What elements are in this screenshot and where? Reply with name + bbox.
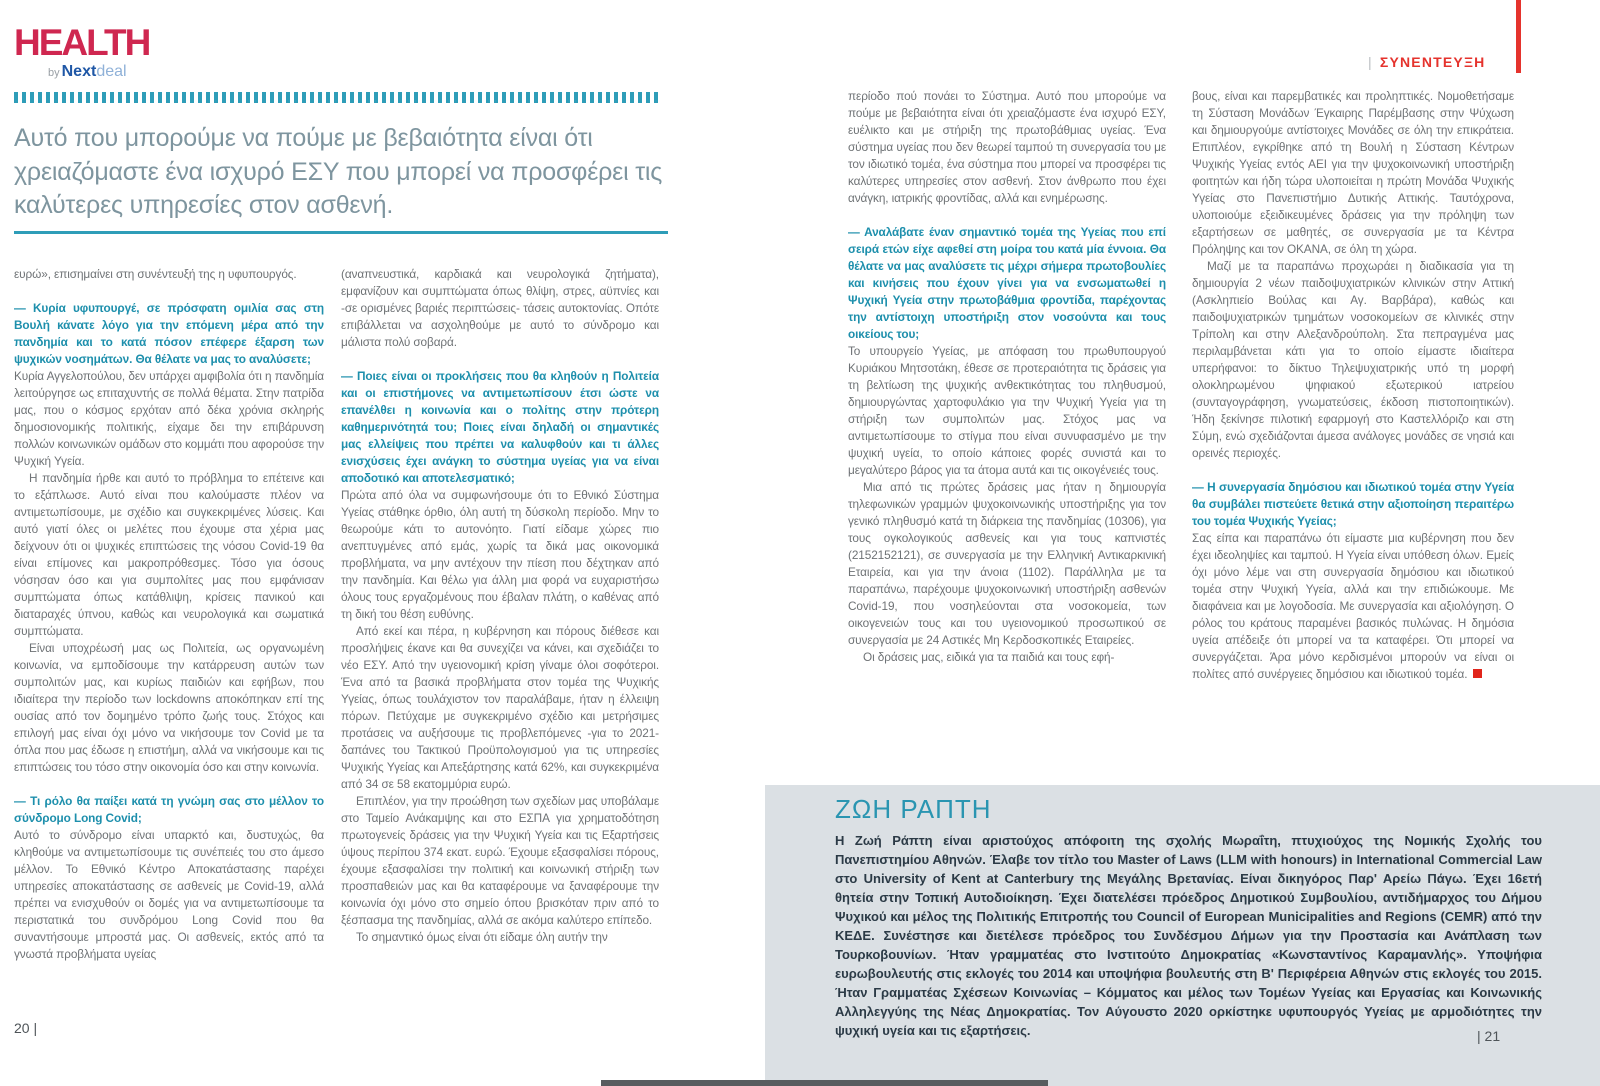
interview-answer-paragraph: Σας είπα και παραπάνω ότι είμαστε μια κυβέρνηση που δεν έχει ιδεοληψίες και ταμπού. Η Υγεία είναι υπόθεση όλων. Εμείς όχι μόνο λέμε ναι στη συνεργασία δημόσιου και ιδιωτικού τομέα στην Ψυχική Υγεία, αλλά και την επιδιώκουμε. Με διαφάνεια και με λογοδοσία. Με συνεργασία και αξιολόγηση. Ο ρόλος του κράτους παραμένει βασικός πυλώνας. Η δημόσια υγεία απέδειξε ότι μπορεί να τα καταφέρει. Ότι μπορεί να συνεργάζεται. Άρα μόνο κερδισμένοι μπορούν να είναι οι πολίτες από συνέργειες δημόσιου και ιδιωτικού τομέα. bbox=[1192, 531, 1514, 681]
section-label bbox=[1368, 54, 1486, 70]
interview-answer-paragraph: ευρώ», επισημαίνει στη συνέντευξή της η υφυπουργός. bbox=[14, 267, 297, 281]
interview-answer-paragraph: Μαζί με τα παραπάνω προχωράει η διαδικασία για τη δημιουργία 2 νέων παιδοψυχιατρικών κλινικών στην Αττική (Ασκληπιείο Βούλας και Αγ. Βαρβάρα), καθώς και παιδοψυχιατρικών τμημάτων νοσοκομείων σε κλινικές στην Τρίπολη και στην Αλεξανδρούπολη. Στα πεπραγμένα μας περιλαμβάνεται κάτι για το οποίο είμαστε ιδιαίτερα υπερήφανοι: το δίκτυο Τηλεψυχιατρικής υπό τη μορφή ολοκληρωμένου ψηφιακού εξωτερικού ιατρείου (συνταγογράφηση, γνωματεύσεις, έκδοση πιστοποιητικών). Ήδη ξεκίνησε πιλοτική εφαρμογή στο Καστελλόριζο και στη Σύμη, ενώ σχεδιάζονται άμεσα ανάλογες μονάδες σε νησιά και ορεινές περιοχές. bbox=[1192, 259, 1514, 460]
brand-logo-byline bbox=[14, 63, 149, 81]
interview-answer-paragraph: (αναπνευστικά, καρδιακά και νευρολογικά ζητήματα), εμφανίζουν και συμπτώματα όπως θλίψη, στρες, αϋπνίες και -σε ορισμένες βαριές περιπτώσεις- τάσεις αυτοκτονίας. Οπότε επιβάλλεται να ασχοληθούμε με αυτό το σύνδρομο και μάλιστα πολύ σοβαρά. bbox=[341, 267, 659, 349]
brand-logo-health: HEALTH bbox=[14, 22, 150, 63]
page-number-left: 20 | bbox=[14, 1020, 38, 1036]
pull-quote-headline: Αυτό που μπορούμε να πούμε με βεβαιότητα είναι ότι χρειαζόμαστε ένα ισχυρό ΕΣΥ που μπορεί να προσφέρει τις καλύτερες υπηρεσίες στον ασθενή. bbox=[14, 124, 663, 219]
interview-answer-paragraph: Από εκεί και πέρα, η κυβέρνηση και πόρους διέθεσε και προσλήψεις έκανε και θα συνεχίζει να κάνει, και σχεδιάζει το νέο ΕΣΥ. Από την υγειονομική κρίση γίναμε όλοι σοφότεροι. Ένα από τα βασικά προβλήματα στον τομέα της Ψυχικής Υγείας, όπως τουλάχιστον τον παραλάβαμε, ήταν η έλλειψη πόρων. Πετύχαμε με συγκεκριμένο σχέδιο και μετρήσιμες προτάσεις να αυξήσουμε τις προβλεπόμενες -για το 2021- δαπάνες του Τακτικού Προϋπολογισμού για τις υπηρεσίες Ψυχικής Υγείας και Απεξάρτησης κατά 62%, και συγκεκριμένα από 34 σε 58 εκατομμύρια ευρώ. bbox=[341, 624, 659, 791]
bio-name: ΖΩΗ ΡΑΠΤΗ bbox=[835, 794, 992, 824]
interview-answer-paragraph: Οι δράσεις μας, ειδικά για τα παιδιά και τους εφή- bbox=[863, 650, 1115, 664]
brand-logo bbox=[14, 24, 149, 81]
interview-question: — Αναλάβατε έναν σημαντικό τομέα της Υγείας που επί σειρά ετών είχε αφεθεί στη μοίρα του κατά μία έννοια. Θα θέλατε να μας αναλύσετε τις μέχρι σήμερα πρωτοβουλίες και κινήσεις που έχουν γίνει για να ενσωματωθεί η Ψυχική Υγεία στην πρωτοβάθμια φροντίδα, παρέχοντας την αντίστοιχη υποστήριξη στον νοσούντα και τους οικείους του; bbox=[848, 225, 1166, 341]
brand-by-label: by bbox=[48, 67, 60, 79]
interview-answer-paragraph: Είναι υποχρέωσή μας ως Πολιτεία, ως οργανωμένη κοινωνία, να εμποδίσουμε την κατάρρευση αυτών των συμπολιτών μας, και κυρίως παιδιών και εφήβων, που ιδιαίτερα την περίοδο των lockdowns αποκόπηκαν επί της ουσίας από τον δομημένο τρόπο ζωής τους. Στόχος και επιλογή μας είναι όχι μόνο να νικήσουμε τον Covid με τα όπλα που μας έδωσε η επιστήμη, αλλά να νικήσουμε και τις επιπτώσεις του τόσο στην οικονομία όσο και στην κοινωνία. bbox=[14, 641, 324, 774]
interview-answer-paragraph: Μια από τις πρώτες δράσεις μας ήταν η δημιουργία τηλεφωνικών γραμμών ψυχοκοινωνικής υποστήριξης για τον γενικό πληθυσμό κατά τη διάρκεια της πανδημίας (10306), για τους ογκολογικούς ασθενείς και για τους καπνιστές (2152152121), σε συνεργασία με την Ελληνική Αντικαρκινική Εταιρεία, και για την άνοια (1102). Παράλληλα με τα παραπάνω, παρέχουμε ψυχοκοινωνική υποστήριξη ασθενών Covid-19, που νοσηλεύονται στα νοσοκομεία, των οικογενειών τους και του υγειονομικού προσωπικού σε συνεργασία με 24 Αστικές Μη Κερδοσκοπικές Εταιρείες. bbox=[848, 480, 1166, 647]
brand-nextdeal-bold: Next bbox=[61, 63, 97, 80]
brand-nextdeal-light: deal bbox=[96, 63, 127, 80]
section-label-text: ΣΥΝΕΝΤΕΥΞΗ bbox=[1379, 54, 1486, 70]
interview-question: — Η συνεργασία δημόσιου και ιδιωτικού τομέα στην Υγεία θα συμβάλει πιστεύετε θετικά στην αξιοποίηση περαιτέρω του τομέα Ψυχικής Υγείας; bbox=[1192, 480, 1514, 528]
section-label-divider: | bbox=[1368, 54, 1373, 70]
article-end-mark bbox=[1473, 669, 1482, 678]
text-column-1 bbox=[14, 266, 324, 1018]
interview-answer-paragraph: Πρώτα από όλα να συμφωνήσουμε ότι το Εθνικό Σύστημα Υγείας στάθηκε όρθιο, όλη αυτή τη δύσκολη περίοδο. Μην το θεωρούμε κάτι το αυτονόητο. Γιατί είδαμε χώρες πιο ανεπτυγμένες από εμάς, χωρίς τα δικά μας οικονομικά προβλήματα, να μην αντέχουν την πίεση που δέχτηκαν από την πανδημία. Και θέλω για άλλη μια φορά να ευχαριστήσω όλους τους εργαζομένους που έβαλαν πλάτη, ο καθένας από τη δική του θέση ευθύνης. bbox=[341, 488, 659, 621]
corner-red-rule bbox=[1516, 0, 1521, 73]
interview-answer-paragraph: Αυτό το σύνδρομο είναι υπαρκτό και, δυστυχώς, θα κληθούμε να αντιμετωπίσουμε τις συνέπειές του στο άμεσο μέλλον. Το Εθνικό Κέντρο Αποκατάστασης παρέχει υπηρεσίες αποκατάστασης σε ασθενείς με Covid-19, αλλά πρέπει να ενισχυθούν οι δομές για να αντιμετωπίσουμε τα περιστατικά του συνδρόμου Long Covid που θα συναντήσουμε μπροστά μας. Οι ασθενείς, εκτός από τα γνωστά προβλήματα υγείας bbox=[14, 828, 324, 961]
interview-answer-paragraph: περίοδο πού πονάει το Σύστημα. Αυτό που μπορούμε να πούμε με βεβαιότητα είναι ότι χρειαζόμαστε ένα ισχυρό ΕΣΥ, ευέλικτο και με στήριξη της πρωτοβάθμιας υγείας. Ένα σύστημα υγείας που δεν θεωρεί ταμπού τη συνεργασία του με τον ιδιωτικό τομέα, ένα σύστημα που μπορεί να προσφέρει τις καλύτερες υπηρεσίες στον ασθενή. Στον άνθρωπο που έχει ανάγκη, ιατρικής φροντίδας, αλλά και ενημέρωσης. bbox=[848, 89, 1166, 205]
interview-answer-paragraph: Το υπουργείο Υγείας, με απόφαση του πρωθυπουργού Κυριάκου Μητσοτάκη, έθεσε σε προτεραιότητα τις δράσεις για τη βελτίωση της ψυχικής ανθεκτικότητας του πληθυσμού, δημιουργώντας χαρτοφυλάκιο για την Ψυχική Υγεία για τη στήριξη των συμπολιτών μας. Στόχος μας να αντιμετωπίσουμε το στίγμα που είναι συνυφασμένο με την ψυχική υγεία, το οποίο κάποιες φορές συνιστά και το μεγαλύτερο βάρος για τα άτομα αυτά και τις οικογένειές τους. bbox=[848, 344, 1166, 477]
bio-box bbox=[765, 785, 1600, 1086]
interview-answer-paragraph: Κυρία Αγγελοπούλου, δεν υπάρχει αμφιβολία ότι η πανδημία λειτούργησε ως επιταχυντής σε πολλά θέματα. Στην πατρίδα μας, που ο κόσμος ερχόταν από δέκα χρόνια σκληρής δημοσιονομικής πολιτικής, είχαμε δει την επιβάρυνση πολλών κοινωνικών ομάδων στο κομμάτι που αφορούσε την Ψυχική Υγεία. bbox=[14, 369, 324, 468]
interview-answer-paragraph: βους, είναι και παρεμβατικές και προληπτικές. Νομοθετήσαμε τη Σύσταση Μονάδων Έγκαιρης Παρέμβασης στην Ψύχωση και δημιουργούμε αντίστοιχες Μονάδες σε όλη την επικράτεια. Επιπλέον, εγκρίθηκε από τη Βουλή η Σύσταση Κέντρων Ψυχικής Υγείας εντός ΑΕΙ για την ψυχοκοινωνική υποστήριξη φοιτητών και ήδη τώρα υλοποιείται η πρώτη Μονάδα Ψυχικής Υγείας στο Πανεπιστήμιο Δυτικής Αττικής. Ταυτόχρονα, υλοποιούμε εξειδικευμένες δράσεις για την πρόληψη των εξαρτήσεων σε μαθητές, σε συνεργασία με τα Κέντρα Πρόληψης και τον ΟΚΑΝΑ, σε όλη τη χώρα. bbox=[1192, 89, 1514, 256]
interview-question: — Τι ρόλο θα παίξει κατά τη γνώμη σας στο μέλλον το σύνδρομο Long Covid; bbox=[14, 794, 324, 825]
text-column-2 bbox=[341, 266, 659, 1018]
interview-answer-paragraph: Επιπλέον, για την προώθηση των σχεδίων μας υποβάλαμε στο Ταμείο Ανάκαμψης και στο ΕΣΠΑ για χρηματοδότηση πρωτογενείς δράσεις για την Ψυχική Υγεία και τις Εξαρτήσεις ύψους περίπου 374 εκατ. ευρώ. Έχουμε εξασφαλίσει πόρους, έχουμε εξασφαλίσει την πολιτική και κοινωνική στήριξη των προσπαθειών μας και θα καταφέρουμε να ξαναφέρουμε την κοινωνία όχι μόνο στο σημείο όπου βρισκόταν πριν από το ξέσπασμα της πανδημίας, αλλά σε ακόμα καλύτερο επίπεδο. bbox=[341, 794, 659, 927]
bio-paragraph: Η Ζωή Ράπτη είναι αριστούχος απόφοιτη της σχολής Μωραΐτη, πτυχιούχος της Νομικής Σχολής του Πανεπιστημίου Αθηνών. Έλαβε τον τίτλο του Master of Laws (LLM with honours) in International Commercial Law στο University of Kent at Canterbury της Μεγάλης Βρετανίας. Είναι δικηγόρος Παρ' Αρείω Πάγω. Έχει 16ετή θητεία στην Τοπική Αυτοδιοίκηση. Έχει διατελέσει πρόεδρος Δημοτικού Συμβουλίου, αντιδήμαρχος του Δήμου Ψυχικού και μέλος της Πολιτικής Επιτροπής του Council of European Municipalities and Regions (CEMR) από την ΚΕΔΕ. Συνέστησε και διετέλεσε πρόεδρος του Συνδέσμου Δήμων για την Προστασία και Ανάπλαση των Τουρκοβουνίων. Ήταν γραμματέας στο Ινστιτούτο Δημοκρατίας «Κωνσταντίνος Καραμανλής». Υποψήφια ευρωβουλευτής στις εκλογές του 2014 και υποψήφια βουλευτής στη Β' Περιφέρεια Αθηνών στις εκλογές του 2015. Ήταν Γραμματέας Σχέσεων Κοινωνίας – Κόμματος και μέλος των Τομέων Υγείας και Εργασίας και Κοινωνικής Αλληλεγγύης της Νέας Δημοκρατίας. Τον Αύγουστο 2020 ορκίστηκε υφυπουργός Υγείας με αρμοδιότητες την ψυχική υγεία και τις εξαρτήσεις. bbox=[835, 833, 1542, 1038]
interview-question: — Ποιες είναι οι προκλήσεις που θα κληθούν η Πολιτεία και οι επιστήμονες να αντιμετωπίσουν έτσι ώστε να επανέλθει η κοινωνία και ο πολίτης στην πρότερη καθημερινότητά του; Ποιες είναι δηλαδή οι σημαντικές μας ελλείψεις που πρέπει να καλυφθούν και τι άλλες ενισχύσεις έχει ανάγκη το σύστημα υγείας για να είναι αποδοτικό και αποτελεσματικό; bbox=[341, 369, 659, 485]
page-number-right: | 21 bbox=[1477, 1028, 1501, 1044]
scan-edge-strip bbox=[601, 1080, 1048, 1086]
dashed-divider-rule bbox=[14, 92, 660, 103]
text-column-3 bbox=[848, 88, 1166, 782]
text-column-4 bbox=[1192, 88, 1514, 782]
interview-answer-paragraph: Η πανδημία ήρθε και αυτό το πρόβλημα το επέτεινε και το εξάπλωσε. Αυτό είναι που καλούμαστε πλέον να αντιμετωπίσουμε, με σχέδιο και συγκεκριμένες λύσεις. Και αυτό γιατί όλες οι μελέτες που έχουμε στα χέρια μας δείχνουν ότι οι ψυχικές επιπτώσεις της νόσου Covid-19 θα είναι επίμονες και μακροπρόθεσμες. Τόσο για όσους νόσησαν όσο και για συμπολίτες μας που εμφάνισαν συμπτώματα όπως κατάθλιψη, κρίσεις πανικού και διαταραχές ύπνου, καθώς και νευρολογικά και σωματικά συμπτώματα. bbox=[14, 471, 324, 638]
headline-underline-rule bbox=[14, 231, 668, 234]
interview-question: — Κυρία υφυπουργέ, σε πρόσφατη ομιλία σας στη Βουλή κάνατε λόγο για την επόμενη μέρα από την πανδημία και το κατά πόσον επέφερε έξαρση των ψυχικών νοσημάτων. Θα θέλατε να μας το αναλύσετε; bbox=[14, 301, 324, 366]
interview-answer-paragraph: Το σημαντικό όμως είναι ότι είδαμε όλη αυτήν την bbox=[356, 930, 608, 944]
